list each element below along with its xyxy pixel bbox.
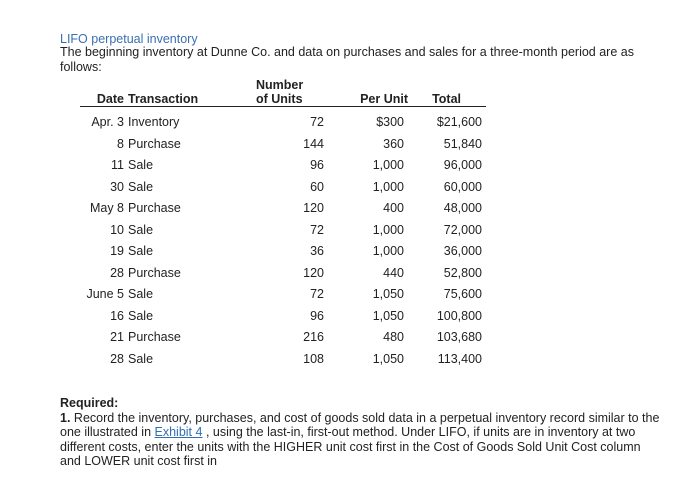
cell-total: 75,600 <box>443 287 482 301</box>
table-row <box>80 155 486 177</box>
cell-total: 60,000 <box>443 179 482 194</box>
table-body <box>80 112 486 370</box>
cell-total: 51,840 <box>443 136 482 151</box>
cell-total: 96,000 <box>443 158 482 172</box>
table-row <box>80 177 486 199</box>
cell-unit-cost: 1,000 <box>372 179 404 194</box>
cell-units: 120 <box>303 201 324 215</box>
cell-units: 72 <box>310 222 324 237</box>
required-text-after: , using the last-in, first-out method. Under LIFO, if units are in inventory at two different costs, enter the units with the HIGHER unit cost first in the Cost of Goods Sold Unit Cost column and LOWER unit cost first in <box>60 425 641 468</box>
table-row <box>80 198 486 220</box>
cell-unit-cost: 1,000 <box>372 158 404 172</box>
cell-units: 36 <box>310 244 324 258</box>
table-header <box>80 78 486 107</box>
cell-date: 8 <box>117 136 124 151</box>
cell-transaction: Purchase <box>128 201 181 215</box>
table-row <box>80 263 486 285</box>
inventory-table <box>80 78 486 370</box>
cell-transaction: Sale <box>128 287 154 301</box>
cell-units: 96 <box>310 308 324 323</box>
header-units-line1: Number <box>256 78 304 92</box>
header-per-unit: Per Unit <box>360 92 408 106</box>
cell-date: 28 <box>110 265 124 280</box>
cell-transaction: Sale <box>128 158 154 172</box>
cell-date: 21 <box>110 330 124 344</box>
cell-total: 103,680 <box>436 330 482 344</box>
cell-total: 52,800 <box>443 265 482 280</box>
cell-transaction: Purchase <box>128 136 181 151</box>
cell-date: 10 <box>110 222 124 237</box>
cell-date: 16 <box>110 308 124 323</box>
cell-unit-cost: 1,050 <box>372 308 404 323</box>
exhibit-link[interactable]: Exhibit 4 <box>154 425 203 439</box>
cell-unit-cost: 1,050 <box>372 287 404 301</box>
required-section <box>60 396 660 469</box>
cell-total: 36,000 <box>443 244 482 258</box>
table-row <box>80 112 486 134</box>
cell-unit-cost: $300 <box>376 115 404 129</box>
table-row <box>80 306 486 328</box>
required-heading: Required: <box>60 396 119 410</box>
cell-unit-cost: 1,050 <box>372 351 404 366</box>
table-row <box>80 349 486 371</box>
cell-total: 100,800 <box>436 308 482 323</box>
cell-date: Apr. 3 <box>91 115 124 129</box>
cell-units: 108 <box>303 351 324 366</box>
header-number-of-units <box>256 78 303 106</box>
cell-transaction: Sale <box>128 244 154 258</box>
cell-transaction: Sale <box>128 222 154 237</box>
cell-date: 28 <box>110 351 124 366</box>
cell-transaction: Sale <box>128 179 154 194</box>
cell-date: May 8 <box>89 201 124 215</box>
cell-date: 30 <box>110 179 124 194</box>
cell-units: 216 <box>303 330 324 344</box>
table-row <box>80 220 486 242</box>
cell-total: 48,000 <box>443 201 482 215</box>
cell-units: 60 <box>310 179 324 194</box>
cell-total: 72,000 <box>443 222 482 237</box>
cell-unit-cost: 440 <box>383 265 404 280</box>
cell-units: 144 <box>303 136 324 151</box>
cell-transaction: Sale <box>128 308 154 323</box>
title: LIFO perpetual inventory <box>60 32 198 46</box>
cell-date: June 5 <box>86 287 124 301</box>
table-row <box>80 241 486 263</box>
cell-unit-cost: 360 <box>383 136 404 151</box>
cell-date: 19 <box>110 244 124 258</box>
intro-text: The beginning inventory at Dunne Co. and data on purchases and sales for a three-month period are as follows: <box>60 45 634 74</box>
cell-units: 72 <box>310 287 324 301</box>
header-transaction: Transaction <box>128 92 199 106</box>
table-row <box>80 327 486 349</box>
header-date: Date <box>96 92 124 106</box>
table-row <box>80 284 486 306</box>
cell-date: 11 <box>111 158 124 172</box>
required-text-before: Record the inventory, purchases, and cost of goods sold data in a perpetual inventory record similar to the one illustrated in <box>60 410 660 439</box>
cell-transaction: Inventory <box>128 115 180 129</box>
header-total: Total <box>432 92 461 106</box>
header-units-line2: of Units <box>256 92 303 106</box>
cell-transaction: Sale <box>128 351 154 366</box>
cell-units: 72 <box>310 115 324 129</box>
cell-units: 96 <box>310 158 324 172</box>
cell-unit-cost: 1,000 <box>372 244 404 258</box>
cell-transaction: Purchase <box>128 330 181 344</box>
item-number: 1. <box>60 410 71 425</box>
cell-unit-cost: 480 <box>383 330 404 344</box>
required-text <box>60 411 660 469</box>
cell-total: 113,400 <box>437 351 482 366</box>
cell-units: 120 <box>303 265 324 280</box>
cell-unit-cost: 400 <box>383 201 404 215</box>
cell-transaction: Purchase <box>128 265 181 280</box>
table-row <box>80 134 486 156</box>
cell-total: $21,600 <box>436 115 482 129</box>
cell-unit-cost: 1,000 <box>372 222 404 237</box>
